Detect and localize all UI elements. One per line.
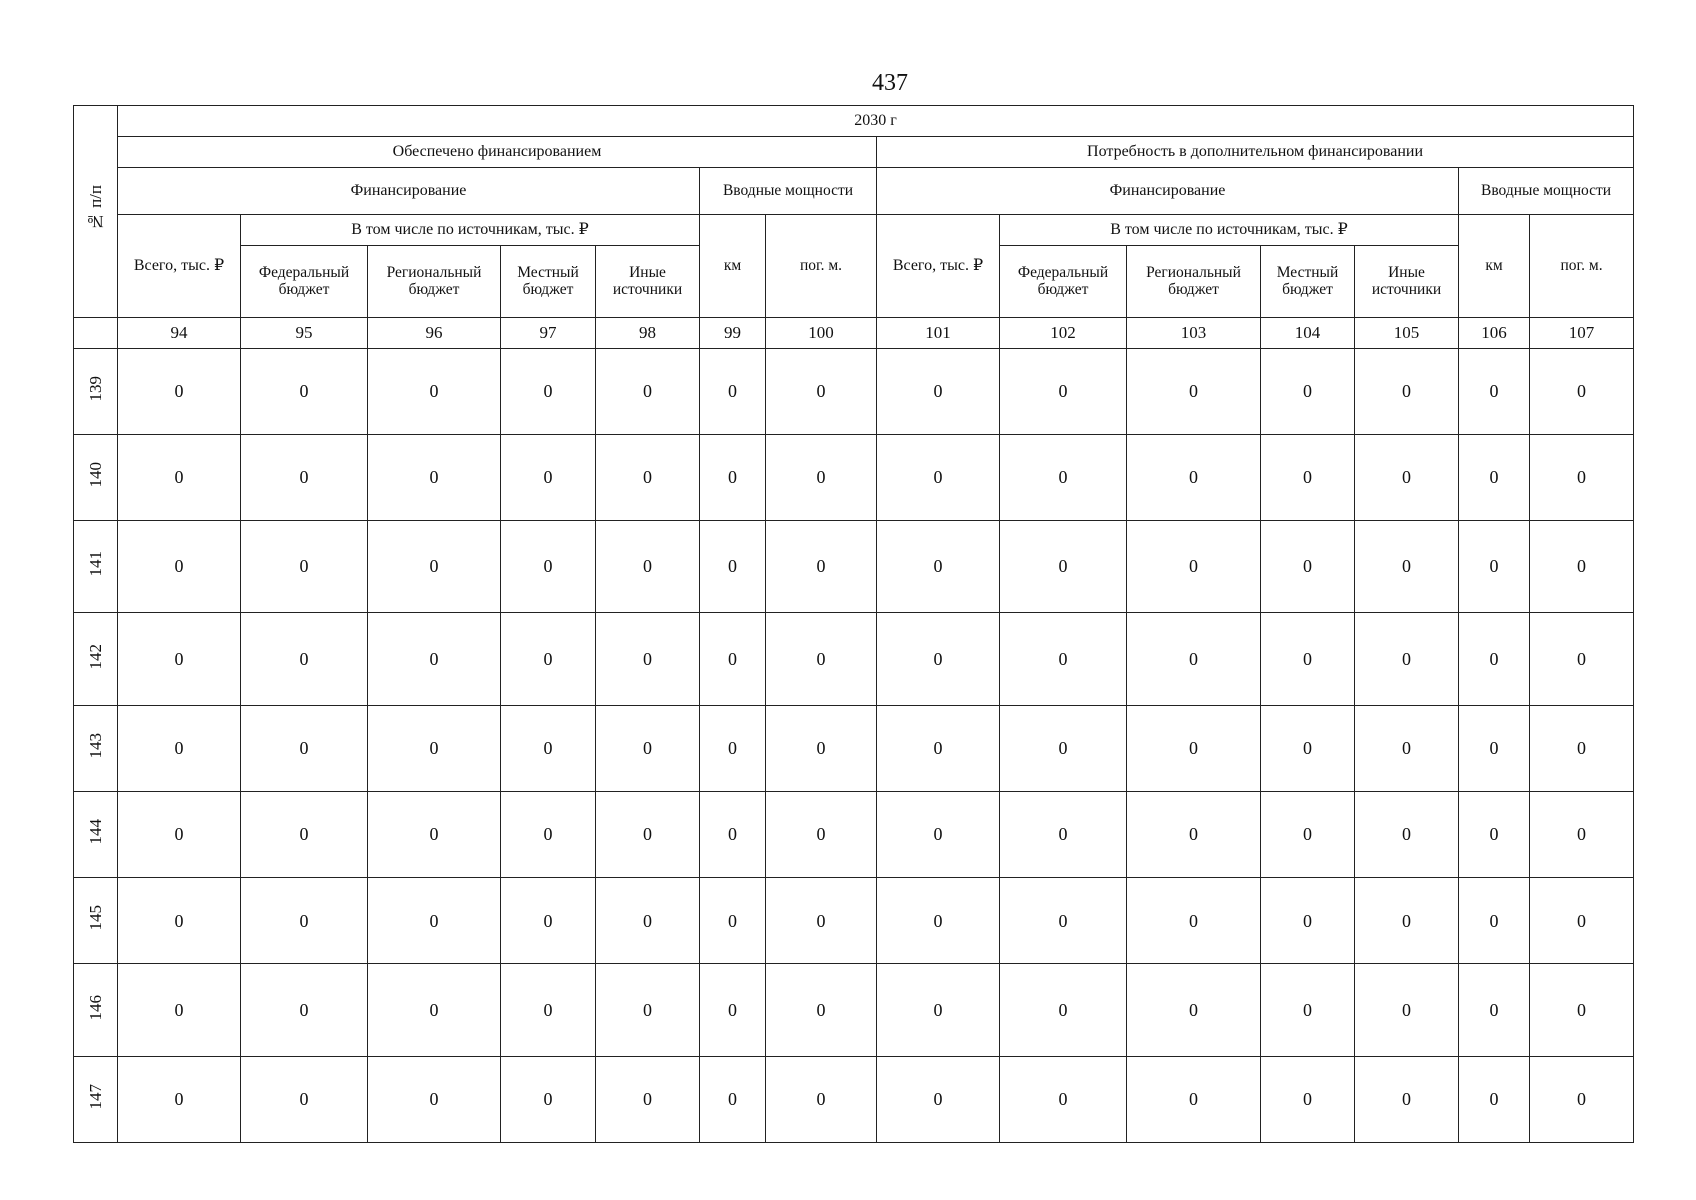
row-number-cell	[74, 791, 118, 877]
row-number: 140	[85, 462, 105, 488]
table-row	[74, 521, 1634, 613]
table-cell: 0	[241, 705, 368, 791]
table-cell: 0	[1459, 613, 1530, 705]
table-cell: 0	[877, 348, 1000, 434]
table-cell: 0	[1530, 521, 1634, 613]
other-header-secured: Иные источники	[596, 246, 700, 317]
table-cell: 0	[766, 521, 877, 613]
table-cell: 0	[241, 1056, 368, 1142]
column-index: 101	[877, 317, 1000, 348]
row-number: 145	[85, 905, 105, 931]
table-cell: 0	[1261, 434, 1355, 520]
table-cell: 0	[596, 878, 700, 964]
table-cell: 0	[368, 348, 501, 434]
row-number-cell	[74, 613, 118, 705]
table-cell: 0	[501, 434, 596, 520]
row-number: 146	[85, 994, 105, 1021]
table-row	[74, 348, 1634, 434]
row-number-cell	[74, 434, 118, 520]
table-cell: 0	[700, 613, 766, 705]
column-index: 106	[1459, 317, 1530, 348]
row-number-cell	[74, 878, 118, 964]
column-index-blank	[74, 317, 118, 348]
table-cell: 0	[596, 613, 700, 705]
table-cell: 0	[1355, 613, 1459, 705]
row-number-header: № п/п	[74, 106, 118, 318]
table-cell: 0	[1355, 705, 1459, 791]
financing-header-additional: Финансирование	[877, 168, 1459, 215]
regional-header-secured: Региональный бюджет	[368, 246, 501, 317]
column-index: 107	[1530, 317, 1634, 348]
table-cell: 0	[1355, 1056, 1459, 1142]
row-number-cell	[74, 705, 118, 791]
regional-header-additional: Региональный бюджет	[1127, 246, 1261, 317]
table-cell: 0	[368, 791, 501, 877]
table-cell: 0	[596, 705, 700, 791]
table-cell: 0	[700, 705, 766, 791]
table-cell: 0	[1000, 521, 1127, 613]
table-cell: 0	[1459, 705, 1530, 791]
row-number-cell	[74, 521, 118, 613]
table-cell: 0	[1355, 964, 1459, 1056]
row-number-cell	[74, 348, 118, 434]
table-row	[74, 705, 1634, 791]
row-number: 141	[85, 551, 105, 577]
column-index: 96	[368, 317, 501, 348]
table-cell: 0	[501, 613, 596, 705]
table-cell: 0	[1000, 964, 1127, 1056]
table-cell: 0	[368, 705, 501, 791]
table-cell: 0	[1127, 1056, 1261, 1142]
table-cell: 0	[1355, 878, 1459, 964]
table-cell: 0	[1530, 1056, 1634, 1142]
column-index: 100	[766, 317, 877, 348]
table-cell: 0	[596, 1056, 700, 1142]
table-row	[74, 878, 1634, 964]
table-cell: 0	[1127, 348, 1261, 434]
table-cell: 0	[877, 791, 1000, 877]
table-cell: 0	[1000, 705, 1127, 791]
km-header-additional: км	[1459, 215, 1530, 317]
table-cell: 0	[1355, 521, 1459, 613]
table-cell: 0	[1261, 613, 1355, 705]
table-cell: 0	[1261, 521, 1355, 613]
km-header-secured: км	[700, 215, 766, 317]
table-cell: 0	[700, 878, 766, 964]
table-cell: 0	[596, 521, 700, 613]
row-number: 142	[85, 643, 105, 670]
page-number: 437	[872, 70, 908, 96]
other-header-additional: Иные источники	[1355, 246, 1459, 317]
table-cell: 0	[1127, 878, 1261, 964]
table-cell: 0	[1127, 613, 1261, 705]
table-cell: 0	[1459, 878, 1530, 964]
table-cell: 0	[241, 878, 368, 964]
table-cell: 0	[766, 1056, 877, 1142]
table-cell: 0	[1127, 434, 1261, 520]
table-cell: 0	[241, 791, 368, 877]
table-cell: 0	[1000, 791, 1127, 877]
table-cell: 0	[501, 964, 596, 1056]
table-cell: 0	[596, 348, 700, 434]
table-cell: 0	[368, 964, 501, 1056]
table-cell: 0	[700, 964, 766, 1056]
table-cell: 0	[118, 348, 241, 434]
table-cell: 0	[1261, 348, 1355, 434]
row-number-cell	[74, 1056, 118, 1142]
table-cell: 0	[1000, 434, 1127, 520]
table-cell: 0	[241, 521, 368, 613]
table-cell: 0	[118, 705, 241, 791]
table-cell: 0	[766, 434, 877, 520]
table-cell: 0	[700, 434, 766, 520]
total-header-secured: Всего, тыс. ₽	[118, 215, 241, 317]
table-cell: 0	[1261, 791, 1355, 877]
table-cell: 0	[1459, 1056, 1530, 1142]
table-cell: 0	[501, 705, 596, 791]
table-cell: 0	[118, 434, 241, 520]
by-source-header-additional: В том числе по источникам, тыс. ₽	[1000, 215, 1459, 246]
table-cell: 0	[241, 613, 368, 705]
table-cell: 0	[241, 348, 368, 434]
table-cell: 0	[700, 521, 766, 613]
secured-header: Обеспечено финансированием	[118, 137, 877, 168]
data-rows	[74, 348, 1634, 1142]
table-cell: 0	[501, 878, 596, 964]
table-cell: 0	[1530, 348, 1634, 434]
column-index: 104	[1261, 317, 1355, 348]
linear-m-header-additional: пог. м.	[1530, 215, 1634, 317]
table-cell: 0	[1530, 791, 1634, 877]
column-index: 102	[1000, 317, 1127, 348]
capacities-header-additional: Вводные мощности	[1459, 168, 1634, 215]
local-header-secured: Местный бюджет	[501, 246, 596, 317]
table-cell: 0	[1530, 434, 1634, 520]
table-cell: 0	[766, 613, 877, 705]
table-cell: 0	[1261, 705, 1355, 791]
table-cell: 0	[501, 1056, 596, 1142]
table-cell: 0	[118, 613, 241, 705]
table-cell: 0	[596, 791, 700, 877]
row-number: 143	[85, 732, 105, 759]
table-cell: 0	[118, 878, 241, 964]
by-source-header-secured: В том числе по источникам, тыс. ₽	[241, 215, 700, 246]
table-cell: 0	[1355, 434, 1459, 520]
table-cell: 0	[1459, 964, 1530, 1056]
table-cell: 0	[1000, 613, 1127, 705]
column-index: 97	[501, 317, 596, 348]
table-cell: 0	[877, 878, 1000, 964]
year-header: 2030 г	[118, 106, 1634, 137]
table-row	[74, 434, 1634, 520]
table-cell: 0	[700, 1056, 766, 1142]
table-cell: 0	[118, 791, 241, 877]
table-cell: 0	[1530, 878, 1634, 964]
local-header-additional: Местный бюджет	[1261, 246, 1355, 317]
table-cell: 0	[766, 791, 877, 877]
linear-m-header-secured: пог. м.	[766, 215, 877, 317]
table-cell: 0	[118, 1056, 241, 1142]
table-cell: 0	[1261, 878, 1355, 964]
table-cell: 0	[1355, 791, 1459, 877]
row-number: 147	[85, 1083, 105, 1110]
additional-need-header: Потребность в дополнительном финансировании	[877, 137, 1634, 168]
table-cell: 0	[1127, 791, 1261, 877]
table-cell: 0	[1127, 521, 1261, 613]
table-cell: 0	[1127, 964, 1261, 1056]
table-cell: 0	[368, 613, 501, 705]
table-cell: 0	[1000, 348, 1127, 434]
table-row	[74, 1056, 1634, 1142]
table-cell: 0	[1530, 613, 1634, 705]
federal-header-additional: Федеральный бюджет	[1000, 246, 1127, 317]
table-row	[74, 791, 1634, 877]
table-cell: 0	[1459, 521, 1530, 613]
table-cell: 0	[766, 348, 877, 434]
table-cell: 0	[368, 878, 501, 964]
table-cell: 0	[1355, 348, 1459, 434]
column-index: 105	[1355, 317, 1459, 348]
column-index: 94	[118, 317, 241, 348]
table-cell: 0	[877, 434, 1000, 520]
table-cell: 0	[1459, 348, 1530, 434]
table-cell: 0	[877, 705, 1000, 791]
table-cell: 0	[1530, 964, 1634, 1056]
table-cell: 0	[501, 348, 596, 434]
table-cell: 0	[766, 705, 877, 791]
table-cell: 0	[700, 791, 766, 877]
column-index-row	[74, 317, 1634, 348]
row-number-cell	[74, 964, 118, 1056]
financing-header-secured: Финансирование	[118, 168, 700, 215]
table-cell: 0	[766, 964, 877, 1056]
table-cell: 0	[118, 964, 241, 1056]
column-index: 99	[700, 317, 766, 348]
financing-table	[73, 105, 1634, 1143]
table-cell: 0	[501, 521, 596, 613]
table-row	[74, 964, 1634, 1056]
table-cell: 0	[1530, 705, 1634, 791]
row-number: 139	[85, 375, 105, 402]
table-cell: 0	[241, 434, 368, 520]
table-cell: 0	[1127, 705, 1261, 791]
row-number: 144	[85, 819, 105, 845]
table-row	[74, 613, 1634, 705]
table-cell: 0	[1000, 1056, 1127, 1142]
table-cell: 0	[241, 964, 368, 1056]
table-cell: 0	[700, 348, 766, 434]
table-cell: 0	[766, 878, 877, 964]
table-cell: 0	[368, 1056, 501, 1142]
table-cell: 0	[1000, 878, 1127, 964]
table-cell: 0	[118, 521, 241, 613]
table-cell: 0	[1261, 1056, 1355, 1142]
table-cell: 0	[1459, 791, 1530, 877]
column-index: 95	[241, 317, 368, 348]
column-index: 98	[596, 317, 700, 348]
capacities-header-secured: Вводные мощности	[700, 168, 877, 215]
column-index: 103	[1127, 317, 1261, 348]
total-header-additional: Всего, тыс. ₽	[877, 215, 1000, 317]
table-cell: 0	[501, 791, 596, 877]
table-cell: 0	[877, 964, 1000, 1056]
table-cell: 0	[596, 964, 700, 1056]
table-cell: 0	[1261, 964, 1355, 1056]
table-cell: 0	[877, 613, 1000, 705]
table-cell: 0	[368, 434, 501, 520]
table-cell: 0	[368, 521, 501, 613]
table-cell: 0	[877, 1056, 1000, 1142]
table-cell: 0	[877, 521, 1000, 613]
table-cell: 0	[1459, 434, 1530, 520]
federal-header-secured: Федеральный бюджет	[241, 246, 368, 317]
table-cell: 0	[596, 434, 700, 520]
